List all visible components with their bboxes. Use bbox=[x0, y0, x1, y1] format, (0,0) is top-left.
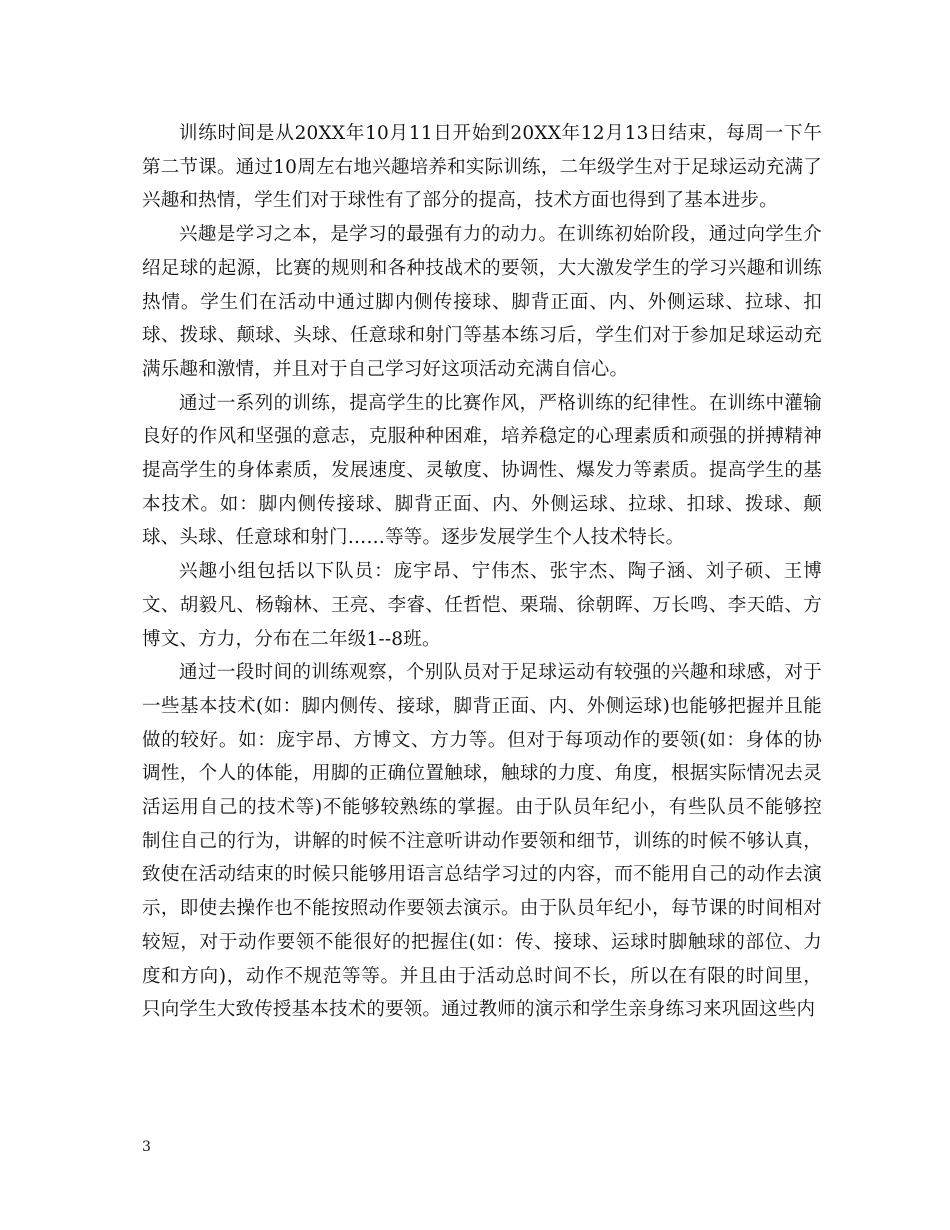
paragraph-training-discipline: 通过一系列的训练，提高学生的比赛作风，严格训练的纪律性。在训练中灌输良好的作风和坚强的意志，克服种种困难，培养稳定的心理素质和顽强的拼搏精神提高学生的身体素质，发展速度、灵敏度、协调性、爆发力等素质。提高学生的基本技术。如：脚内侧传接球、脚背正面、内、外侧运球、拉球、扣球、拨球、颠球、头球、任意球和射门……等等。逐步发展学生个人技术特长。 bbox=[142, 392, 822, 549]
paragraph-team-members: 兴趣小组包括以下队员：庞宇昂、宁伟杰、张宇杰、陶子涵、刘子硕、王博文、胡毅凡、杨翰林、王亮、李睿、任哲恺、栗瑞、徐朝晖、万长鸣、李天皓、方博文、方力，分布在二年级1--8班。 bbox=[142, 561, 822, 650]
page-number: 3 bbox=[142, 1139, 151, 1155]
paragraph-observation: 通过一段时间的训练观察，个别队员对于足球运动有较强的兴趣和球感，对于一些基本技术(如：脚内侧传、接球，脚背正面、内、外侧运球)也能够把握并且能做的较好。如：庞宇昂、方博文、方力等。但对于每项动作的要领(如：身体的协调性，个人的体能，用脚的正确位置触球，触球的力度、角度，根据实际情况去灵活运用自己的技术等)不能够较熟练的掌握。由于队员年纪小，有些队员不能够控制住自己的行为，讲解的时候不注意听讲动作要领和细节，训练的时候不够认真，致使在活动结束的时候只能够用语言总结学习过的内容，而不能用自己的动作去演示，即使去操作也不能按照动作要领去演示。由于队员年纪小，每节课的时间相对较短，对于动作要领不能很好的把握住(如：传、接球、运球时脚触球的部位、力度和方向)，动作不规范等等。并且由于活动总时间不长，所以在有限的时间里，只向学生大致传授基本技术的要领。通过教师的演示和学生亲身练习来巩固这些内 bbox=[142, 662, 822, 1021]
body-text bbox=[142, 117, 822, 1027]
paragraph-training-schedule: 训练时间是从20XX年10月11日开始到20XX年12月13日结束，每周一下午第二节课。通过10周左右地兴趣培养和实际训练，二年级学生对于足球运动充满了兴趣和热情，学生们对于球性有了部分的提高，技术方面也得到了基本进步。 bbox=[142, 123, 822, 212]
paragraph-interest-motivation: 兴趣是学习之本，是学习的最强有力的动力。在训练初始阶段，通过向学生介绍足球的起源，比赛的规则和各种技战术的要领，大大激发学生的学习兴趣和训练热情。学生们在活动中通过脚内侧传接球、脚背正面、内、外侧运球、拉球、扣球、拨球、颠球、头球、任意球和射门等基本练习后，学生们对于参加足球运动充满乐趣和激情，并且对于自己学习好这项活动充满自信心。 bbox=[142, 224, 822, 380]
